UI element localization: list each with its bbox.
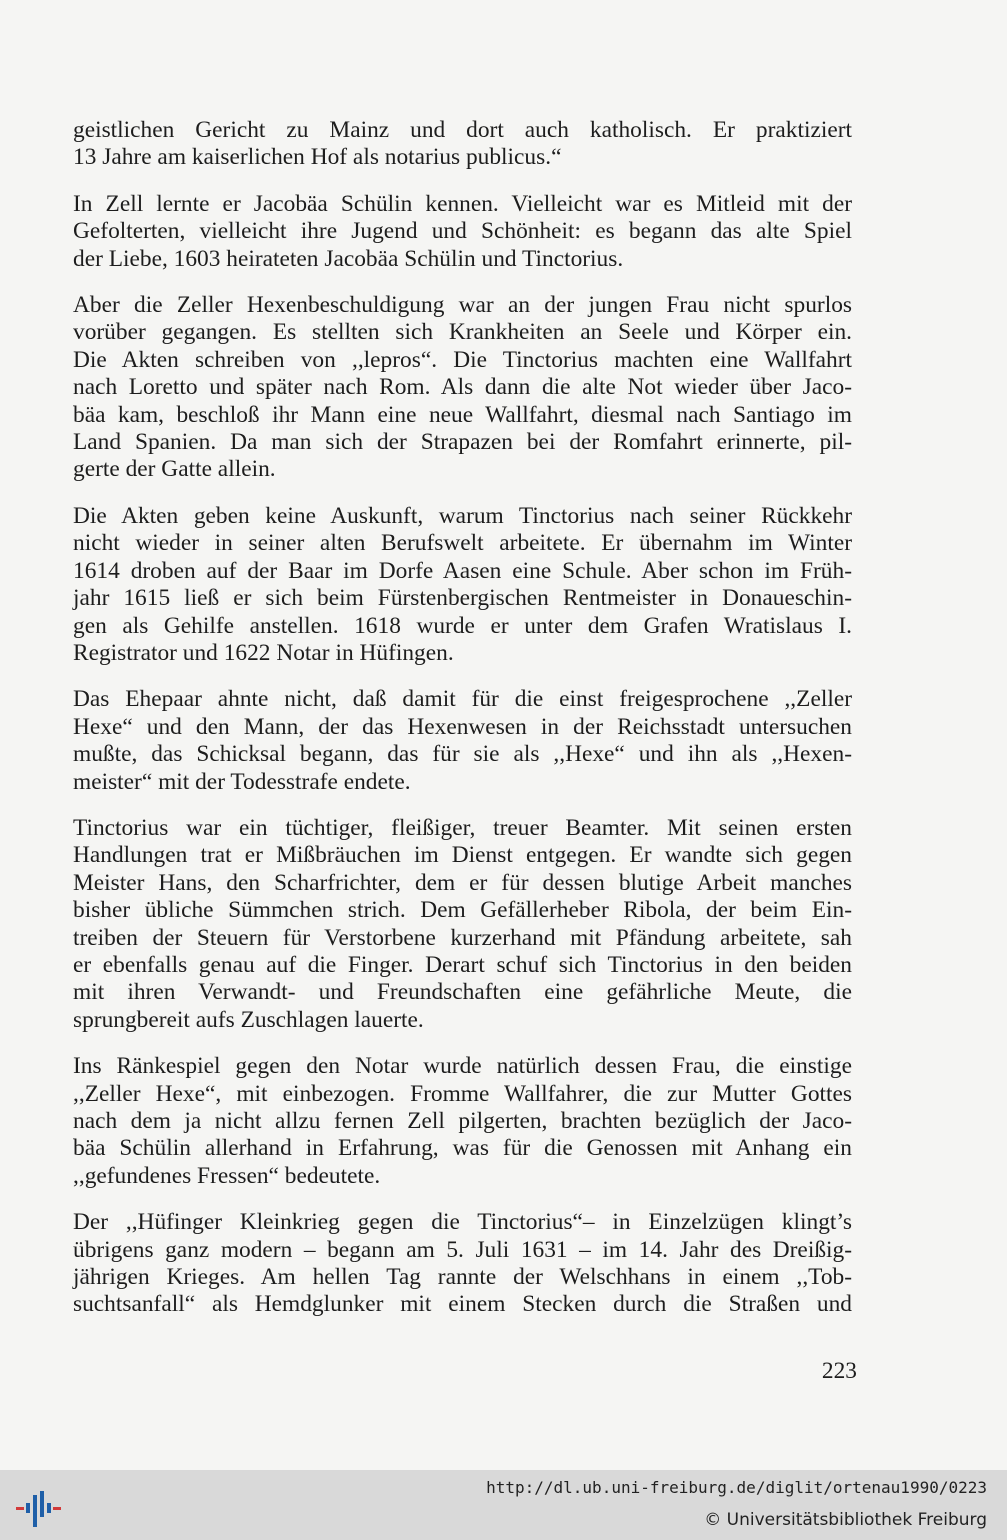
text-line: Registrator und 1622 Notar in Hüfingen. (73, 639, 454, 666)
paragraph (73, 686, 852, 796)
text-line: 13 Jahre am kaiserlichen Hof als notarius publicus.“ (73, 144, 562, 171)
text-line: mit ihren Verwandt- und Freundschaften eine gefährliche Meute, die (73, 979, 852, 1006)
text-line: vorüber gegangen. Es stellten sich Krankheiten an Seele und Körper ein. (73, 319, 852, 346)
page-number: 223 (821, 1358, 857, 1384)
text-line: bäa kam, beschloß ihr Mann eine neue Wallfahrt, diesmal nach Santiago im (73, 401, 852, 428)
paragraph (73, 815, 852, 1034)
text-line: Gefolterten, vielleicht ihre Jugend und Schönheit: es begann das alte Spiel (73, 218, 852, 245)
text-line: Das Ehepaar ahnte nicht, daß damit für die einst freigesprochene ,,Zeller (73, 686, 852, 713)
text-line: meister“ mit der Todesstrafe endete. (73, 768, 411, 795)
text-line: Der ,,Hüfinger Kleinkrieg gegen die Tinctorius“– in Einzelzügen klingt’s (73, 1209, 852, 1236)
text-line: Tinctorius war ein tüchtiger, fleißiger, treuer Beamter. Mit seinen ersten (73, 814, 852, 841)
text-line: Die Akten schreiben von ,,lepros“. Die Tinctorius machten eine Wallfahrt (73, 346, 852, 373)
text-line: Die Akten geben keine Auskunft, warum Tinctorius nach seiner Rückkehr (73, 502, 852, 529)
text-line: Aber die Zeller Hexenbeschuldigung war an der jungen Frau nicht spurlos (73, 292, 852, 319)
text-line: Ins Ränkespiel gegen den Notar wurde natürlich dessen Frau, die einstige (73, 1053, 852, 1080)
paragraph (73, 117, 852, 172)
paragraph (73, 292, 852, 484)
copyright-notice: © Universitätsbibliothek Freiburg (704, 1510, 987, 1530)
body-text (73, 117, 852, 1338)
text-line: jährigen Krieges. Am hellen Tag rannte der Welschhans in einem ,,Tob- (73, 1264, 852, 1291)
text-line: übrigens ganz modern – begann am 5. Juli 1631 – im 14. Jahr des Dreißig- (73, 1236, 852, 1263)
text-line: nicht wieder in seiner alten Berufswelt arbeitete. Er übernahm im Winter (73, 530, 852, 557)
source-url-link[interactable]: http://dl.ub.uni-freiburg.de/diglit/ortenau1990/0223 (486, 1478, 987, 1497)
text-line: ,,gefundenes Fressen“ bedeutete. (73, 1162, 381, 1189)
text-line: gerte der Gatte allein. (73, 456, 276, 483)
text-line: bäa Schülin allerhand in Erfahrung, was für die Genossen mit Anhang ein (73, 1135, 852, 1162)
paragraph (73, 1053, 852, 1190)
text-line: mußte, das Schicksal begann, das für sie als ,,Hexe“ und ihn als ,,Hexen- (73, 741, 852, 768)
text-line: Meister Hans, den Scharfrichter, dem er für dessen blutige Arbeit manches (73, 869, 852, 896)
ub-freiburg-logo-icon (14, 1481, 64, 1531)
text-line: nach dem ja nicht allzu fernen Zell pilgerten, brachten bezüglich der Jaco- (73, 1108, 852, 1134)
paragraph (73, 191, 852, 273)
text-line: ,,Zeller Hexe“, mit einbezogen. Fromme Wallfahrer, die zur Mutter Gottes (73, 1080, 852, 1107)
footer-bar (0, 1470, 1007, 1540)
text-line: Hexe“ und den Mann, der das Hexenwesen in der Reichsstadt untersuchen (73, 713, 852, 740)
text-line: er ebenfalls genau auf die Finger. Derart schuf sich Tinctorius in den beiden (73, 951, 852, 978)
text-line: nach Loretto und später nach Rom. Als dann die alte Not wieder über Jaco- (73, 374, 852, 401)
text-line: jahr 1615 ließ er sich beim Fürstenbergischen Rentmeister in Donaueschin- (73, 585, 852, 612)
text-line: gen als Gehilfe anstellen. 1618 wurde er unter dem Grafen Wratislaus I. (73, 612, 852, 639)
text-line: 1614 droben auf der Baar im Dorfe Aasen eine Schule. Aber schon im Früh- (73, 557, 852, 584)
paragraph (73, 503, 852, 667)
text-line: treiben der Steuern für Verstorbene kurzerhand mit Pfändung arbeitete, sah (73, 924, 852, 951)
text-line: Land Spanien. Da man sich der Strapazen bei der Romfahrt erinnerte, pil- (73, 429, 852, 456)
text-line: sprungbereit aufs Zuschlagen lauerte. (73, 1006, 424, 1033)
text-line: suchtsanfall“ als Hemdglunker mit einem Stecken durch die Straßen und (73, 1291, 852, 1318)
paragraph (73, 1209, 852, 1319)
text-line: der Liebe, 1603 heirateten Jacobäa Schülin und Tinctorius. (73, 245, 624, 272)
text-line: Handlungen trat er Mißbräuchen im Dienst entgegen. Er wandte sich gegen (73, 842, 852, 869)
text-line: geistlichen Gericht zu Mainz und dort auch katholisch. Er praktiziert (73, 117, 852, 143)
text-line: bisher übliche Sümmchen strich. Dem Gefällerheber Ribola, der beim Ein- (73, 897, 852, 924)
text-line: In Zell lernte er Jacobäa Schülin kennen. Vielleicht war es Mitleid mit der (73, 190, 852, 217)
